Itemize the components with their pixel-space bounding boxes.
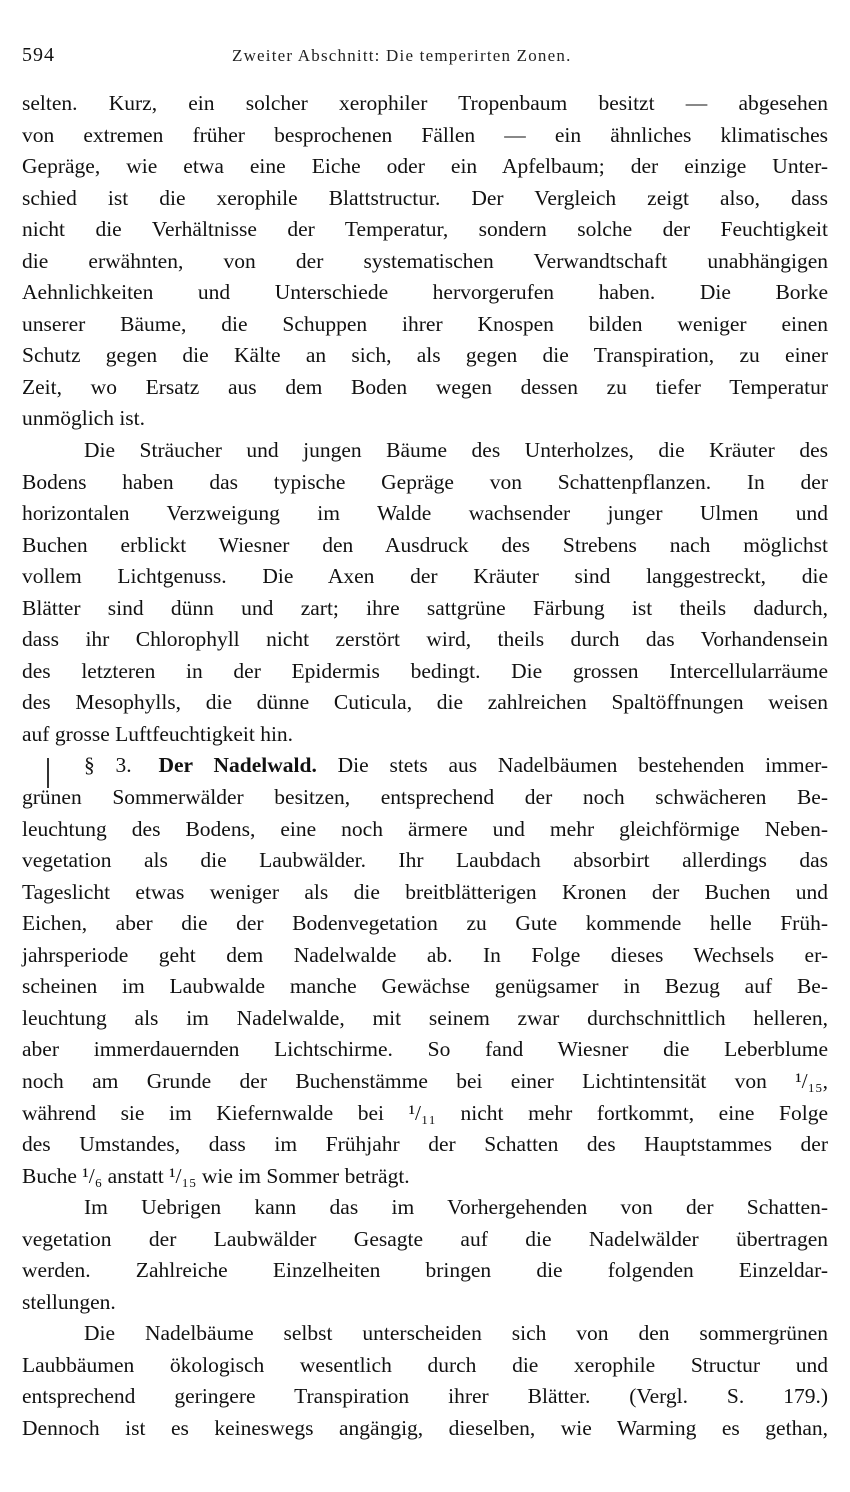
text-line: Laubbäumen ökologisch wesentlich durch die xerophile Structur und <box>22 1352 828 1377</box>
text-line: des Umstandes, dass im Frühjahr der Schatten des Hauptstammes der <box>22 1132 828 1157</box>
text-line: aber immerdauernden Lichtschirme. So fand Wiesner die Leberblume <box>22 1037 828 1062</box>
section-3 <box>22 750 828 1192</box>
text-line: während sie im Kiefernwalde bei ¹/₁₁ nicht mehr fortkommt, eine Folge <box>22 1100 828 1125</box>
text-line: leuchtung als im Nadelwalde, mit seinem zwar durchschnittlich helleren, <box>22 1005 828 1030</box>
page-number: 594 <box>22 44 55 66</box>
text-line: Eichen, aber die der Bodenvegetation zu Gute kommende helle Früh- <box>22 911 828 936</box>
section-first-line-text: Die stets aus Nadelbäumen bestehenden immer- <box>337 753 829 778</box>
section-number: § 3. <box>84 753 132 778</box>
text-line: unserer Bäume, die Schuppen ihrer Knospen bilden weniger einen <box>22 311 828 336</box>
running-head: Zweiter Abschnitt: Die temperirten Zonen. <box>232 46 572 65</box>
page-header <box>22 44 828 72</box>
text-line: Buche ¹/₆ anstatt ¹/₁₅ wie im Sommer beträgt. <box>22 1163 410 1188</box>
text-line: vegetation der Laubwälder Gesagte auf die Nadelwälder übertragen <box>22 1226 828 1251</box>
paragraph-2 <box>22 435 828 750</box>
text-line: Zeit, wo Ersatz aus dem Boden wegen dessen zu tiefer Temperatur <box>22 374 828 399</box>
section-heading-line <box>22 750 828 782</box>
text-line: selten. Kurz, ein solcher xerophiler Tropenbaum besitzt — abgesehen <box>22 91 828 115</box>
body-text <box>22 88 828 1445</box>
paragraph-5 <box>22 1318 828 1444</box>
paragraph-1 <box>22 88 828 435</box>
text-line: Tageslicht etwas weniger als die breitblätterigen Kronen der Buchen und <box>22 879 828 904</box>
text-line: Die Sträucher und jungen Bäume des Unterholzes, die Kräuter des <box>84 438 828 463</box>
text-line: von extremen früher besprochenen Fällen — ein ähnliches klimatisches <box>22 122 828 147</box>
text-line: Bodens haben das typische Gepräge von Schattenpflanzen. In der <box>22 469 828 494</box>
text-line: grünen Sommerwälder besitzen, entsprechend der noch schwächeren Be- <box>22 785 828 810</box>
text-line: werden. Zahlreiche Einzelheiten bringen die folgenden Einzeldar- <box>22 1258 828 1283</box>
text-line: nicht die Verhältnisse der Temperatur, sondern solche der Feuchtigkeit <box>22 217 828 242</box>
text-line: entsprechend geringere Transpiration ihrer Blätter. (Vergl. S. 179.) <box>22 1384 828 1409</box>
text-line: noch am Grunde der Buchenstämme bei einer Lichtintensität von ¹/₁₅, <box>22 1068 828 1093</box>
text-line: stellungen. <box>22 1289 116 1314</box>
text-line: Buchen erblickt Wiesner den Ausdruck des Strebens nach möglichst <box>22 532 828 557</box>
text-line: Schutz gegen die Kälte an sich, als gegen die Transpiration, zu einer <box>22 343 828 368</box>
text-line: des letzteren in der Epidermis bedingt. Die grossen Intercellularräume <box>22 658 828 683</box>
section-title: Der Nadelwald. <box>158 753 317 778</box>
text-line: Die Nadelbäume selbst unterscheiden sich von den sommergrünen <box>84 1321 828 1346</box>
text-line: die erwähnten, von der systematischen Verwandtschaft unabhängigen <box>22 248 828 273</box>
text-line: Aehnlichkeiten und Unterschiede hervorgerufen haben. Die Borke <box>22 280 828 305</box>
text-line: Im Uebrigen kann das im Vorhergehenden von der Schatten- <box>84 1195 828 1220</box>
text-line: unmöglich ist. <box>22 406 146 431</box>
text-line: scheinen im Laubwalde manche Gewächse genügsamer in Bezug auf Be- <box>22 974 828 999</box>
text-line: vollem Lichtgenuss. Die Axen der Kräuter sind langgestreckt, die <box>22 564 828 589</box>
text-line: des Mesophylls, die dünne Cuticula, die zahlreichen Spaltöffnungen weisen <box>22 690 828 715</box>
text-line: auf grosse Luftfeuchtigkeit hin. <box>22 721 294 746</box>
text-line: jahrsperiode geht dem Nadelwalde ab. In Folge dieses Wechsels er- <box>22 942 828 967</box>
text-line: Blätter sind dünn und zart; ihre sattgrüne Färbung ist theils dadurch, <box>22 595 828 620</box>
text-line: dass ihr Chlorophyll nicht zerstört wird, theils durch das Vorhandensein <box>22 627 828 652</box>
text-line: horizontalen Verzweigung im Walde wachsender junger Ulmen und <box>22 501 828 526</box>
text-line: vegetation als die Laubwälder. Ihr Laubdach absorbirt allerdings das <box>22 848 828 873</box>
text-line: leuchtung des Bodens, eine noch ärmere und mehr gleichförmige Neben- <box>22 816 828 841</box>
text-line: Gepräge, wie etwa eine Eiche oder ein Apfelbaum; der einzige Unter- <box>22 154 828 179</box>
text-line: schied ist die xerophile Blattstructur. Der Vergleich zeigt also, dass <box>22 185 828 210</box>
text-line: Dennoch ist es keineswegs angängig, dieselben, wie Warming es gethan, <box>22 1415 828 1440</box>
paragraph-4 <box>22 1192 828 1318</box>
